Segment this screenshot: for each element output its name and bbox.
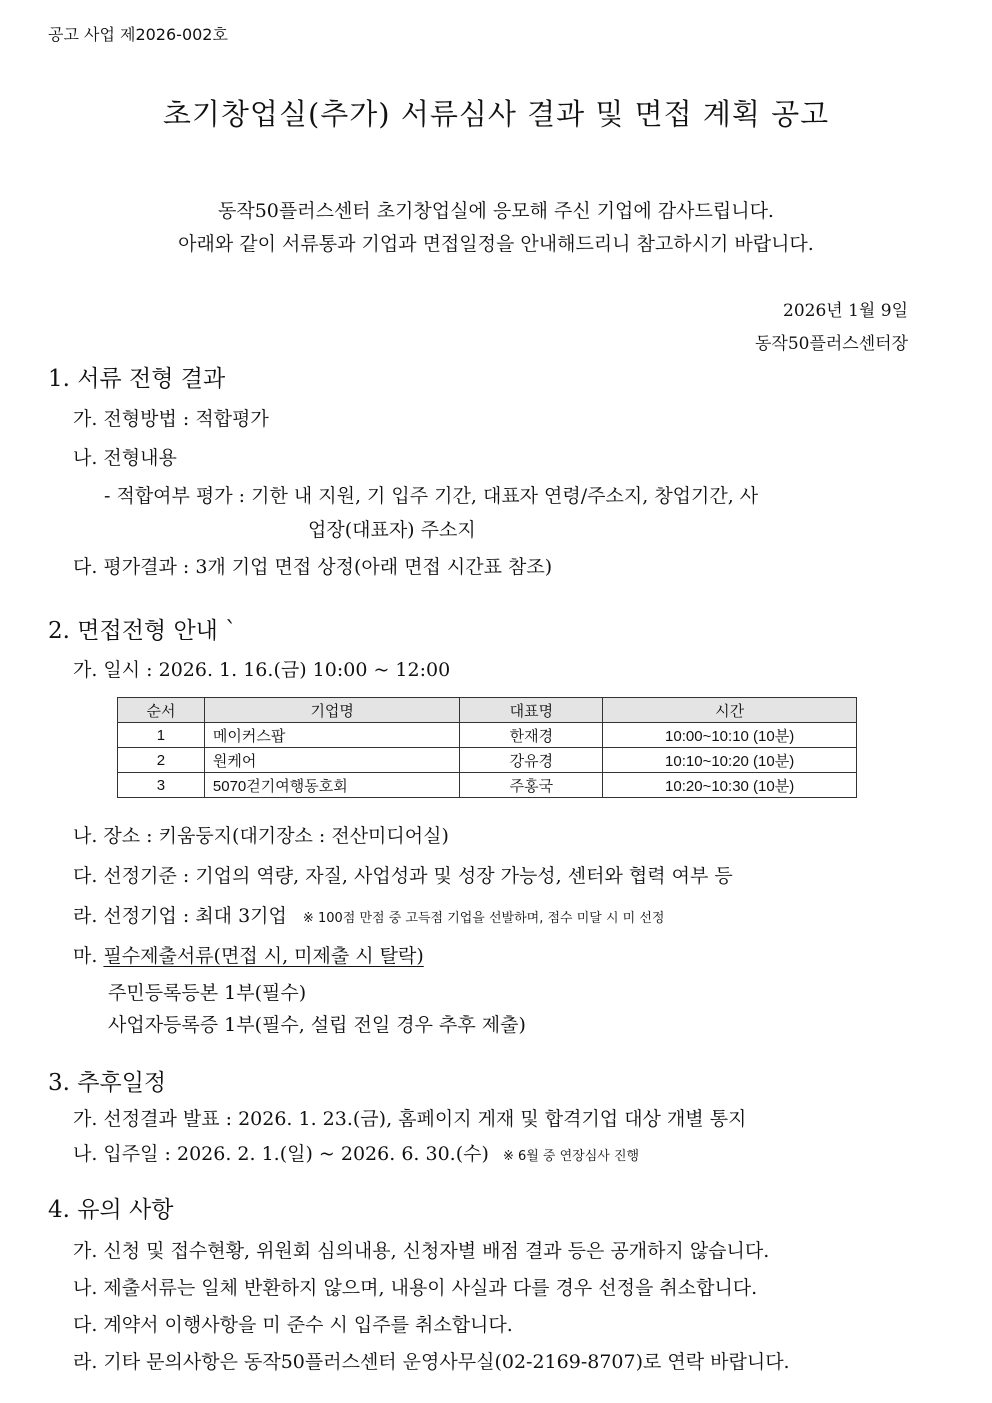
section-3-item-b-text: 나. 입주일 : 2026. 2. 1.(일) ~ 2026. 6. 30.(수) xyxy=(73,1143,489,1165)
intro-line-1: 동작50플러스센터 초기창업실에 응모해 주신 기업에 감사드립니다. xyxy=(218,200,774,222)
document-number: 공고 사업 제2026-002호 xyxy=(48,25,228,44)
section-2-item-b: 나. 장소 : 키움둥지(대기장소 : 전산미디어실) xyxy=(73,825,449,847)
cell-time: 10:00~10:10 (10분) xyxy=(603,723,857,748)
cell-representative: 한재경 xyxy=(460,723,603,748)
section-2-heading: 2. 면접전형 안내 ` xyxy=(48,618,237,644)
section-3-item-b xyxy=(73,1139,639,1166)
section-2-item-e-prefix: 마. xyxy=(73,945,104,967)
section-1-item-b-detail: - 적합여부 평가 : 기한 내 지원, 기 입주 기간, 대표자 연령/주소지, 창업기간, 사 xyxy=(104,485,759,507)
table-header-row xyxy=(118,698,857,723)
required-doc-1: 주민등록등본 1부(필수) xyxy=(108,982,307,1004)
section-1-heading: 1. 서류 전형 결과 xyxy=(48,366,226,392)
header-company: 기업명 xyxy=(204,698,460,723)
intro-line-2: 아래와 같이 서류통과 기업과 면접일정을 안내해드리니 참고하시기 바랍니다. xyxy=(178,233,814,255)
cell-order: 3 xyxy=(118,773,205,798)
cell-order: 2 xyxy=(118,748,205,773)
section-1-item-c: 다. 평가결과 : 3개 기업 면접 상정(아래 면접 시간표 참조) xyxy=(73,556,553,578)
section-2-item-e xyxy=(73,941,424,968)
issuer: 동작50플러스센터장 xyxy=(754,334,908,354)
section-1-item-a: 가. 전형방법 : 적합평가 xyxy=(73,408,269,430)
header-time: 시간 xyxy=(603,698,857,723)
section-3-item-a: 가. 선정결과 발표 : 2026. 1. 23.(금), 홈페이지 게재 및 합격기업 대상 개별 통지 xyxy=(73,1108,747,1130)
section-4-item-a: 가. 신청 및 접수현황, 위원회 심의내용, 신청자별 배점 결과 등은 공개하지 않습니다. xyxy=(73,1240,770,1262)
issue-date: 2026년 1월 9일 xyxy=(783,301,908,321)
section-2-item-d-text: 라. 선정기업 : 최대 3기업 xyxy=(73,905,287,927)
section-1-item-b-detail-cont: 업장(대표자) 주소지 xyxy=(308,519,476,541)
section-4-item-b: 나. 제출서류는 일체 반환하지 않으며, 내용이 사실과 다를 경우 선정을 취소합니다. xyxy=(73,1277,758,1299)
section-3-item-b-note: ※ 6월 중 연장심사 진행 xyxy=(502,1149,640,1164)
table-row xyxy=(118,723,857,748)
cell-company: 메이커스팝 xyxy=(204,723,460,748)
section-3-heading: 3. 추후일정 xyxy=(48,1070,167,1096)
cell-company: 원케어 xyxy=(204,748,460,773)
interview-schedule-table xyxy=(117,697,857,798)
cell-time: 10:20~10:30 (10분) xyxy=(603,773,857,798)
table-row xyxy=(118,748,857,773)
section-2-item-c: 다. 선정기준 : 기업의 역량, 자질, 사업성과 및 성장 가능성, 센터와 협력 여부 등 xyxy=(73,865,733,887)
section-4-item-c: 다. 계약서 이행사항을 미 준수 시 입주를 취소합니다. xyxy=(73,1314,513,1336)
section-2-item-e-text: 필수제출서류(면접 시, 미제출 시 탈락) xyxy=(103,945,424,967)
cell-time: 10:10~10:20 (10분) xyxy=(603,748,857,773)
cell-representative: 주홍국 xyxy=(460,773,603,798)
page-title: 초기창업실(추가) 서류심사 결과 및 면접 계획 공고 xyxy=(162,97,830,131)
cell-order: 1 xyxy=(118,723,205,748)
table-row xyxy=(118,773,857,798)
section-2-item-d-note: ※ 100점 만점 중 고득점 기업을 선발하며, 점수 미달 시 미 선정 xyxy=(302,911,665,926)
section-4-item-d: 라. 기타 문의사항은 동작50플러스센터 운영사무실(02-2169-8707)로 연락 바랍니다. xyxy=(73,1351,790,1373)
section-2-item-d xyxy=(73,901,665,928)
section-1-item-b: 나. 전형내용 xyxy=(73,447,177,469)
cell-representative: 강유경 xyxy=(460,748,603,773)
cell-company: 5070걷기여행동호회 xyxy=(204,773,460,798)
section-2-item-a: 가. 일시 : 2026. 1. 16.(금) 10:00 ~ 12:00 xyxy=(73,659,451,681)
header-order: 순서 xyxy=(118,698,205,723)
section-4-heading: 4. 유의 사항 xyxy=(48,1197,174,1223)
required-doc-2: 사업자등록증 1부(필수, 설립 전일 경우 추후 제출) xyxy=(108,1014,526,1036)
header-representative: 대표명 xyxy=(460,698,603,723)
